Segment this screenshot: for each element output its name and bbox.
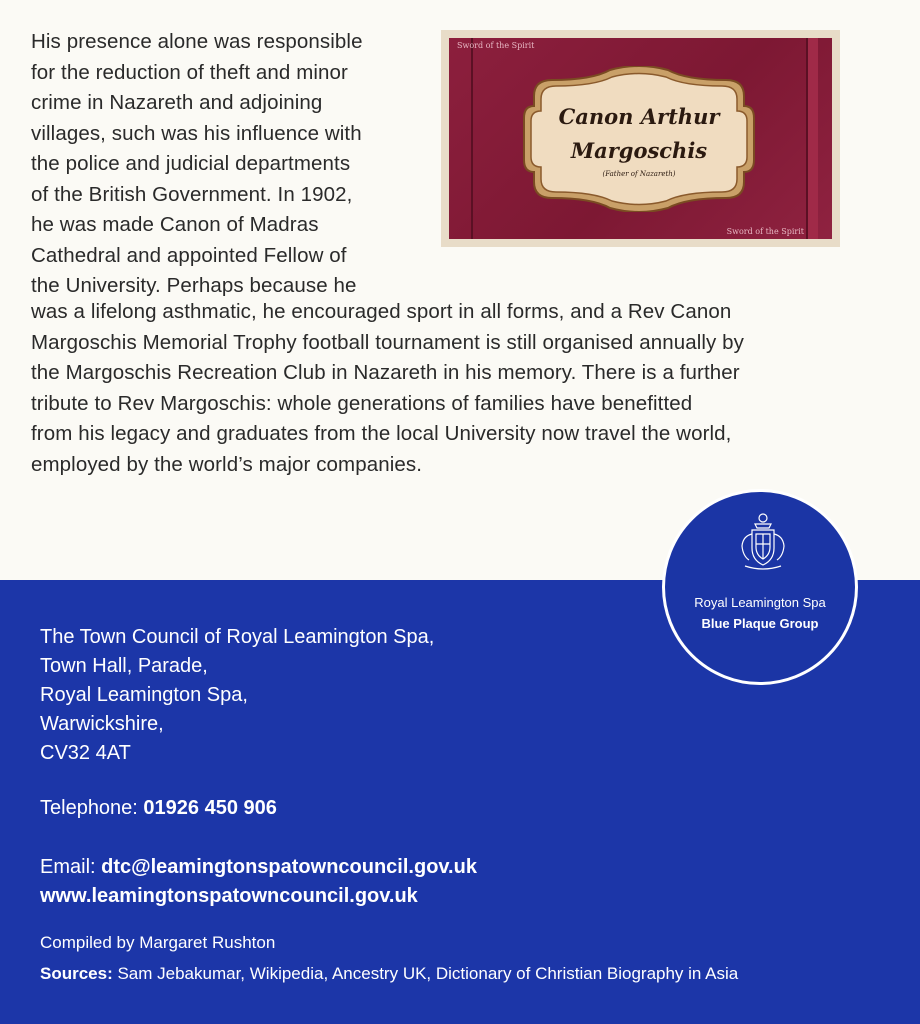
email-link[interactable]: dtc@leamingtonspatowncouncil.gov.uk bbox=[101, 856, 477, 878]
sources-list: Sam Jebakumar, Wikipedia, Ancestry UK, Dictionary of Christian Biography in Asia bbox=[112, 964, 739, 983]
text-line: the University. Perhaps because he bbox=[31, 274, 357, 297]
telephone-number[interactable]: 01926 450 906 bbox=[143, 797, 277, 819]
text-line: was a lifelong asthmatic, he encouraged sport in all forms, and a Rev Canon bbox=[31, 300, 732, 323]
text-line: the Margoschis Recreation Club in Nazareth in his memory. There is a further bbox=[31, 361, 740, 384]
address-line: Royal Leamington Spa, bbox=[40, 684, 248, 706]
text-line: employed by the world’s major companies. bbox=[31, 452, 423, 476]
cover-tag-bottom: Sword of the Spirit bbox=[726, 227, 804, 236]
text-line: tribute to Rev Margoschis: whole generations of families have benefitted bbox=[31, 391, 693, 415]
text-line: he was made Canon of Madras bbox=[31, 213, 319, 236]
spine-line bbox=[471, 38, 473, 239]
website-link[interactable]: www.leamingtonspatowncouncil.gov.uk bbox=[40, 885, 418, 907]
text-line: of the British Government. In 1902, bbox=[31, 182, 353, 206]
address-line: The Town Council of Royal Leamington Spa, bbox=[40, 626, 435, 648]
article-text-narrow bbox=[31, 27, 411, 302]
postal-address bbox=[40, 623, 434, 768]
text-line: crime in Nazareth and adjoining bbox=[31, 91, 323, 114]
badge-line-1: Royal Leamington Spa bbox=[694, 595, 826, 610]
plaque-name-line-1: Canon Arthur bbox=[558, 104, 720, 129]
book-cover bbox=[449, 38, 832, 239]
sources-label: Sources: bbox=[40, 964, 113, 983]
text-line: villages, such was his influence with bbox=[31, 121, 362, 145]
plaque-text bbox=[522, 66, 756, 212]
sources bbox=[40, 961, 738, 987]
coat-of-arms-icon bbox=[737, 512, 789, 574]
email-label: Email: bbox=[40, 856, 102, 878]
book-cover-image bbox=[441, 30, 840, 247]
text-line: Margoschis Memorial Trophy football tournament is still organised annually by bbox=[31, 330, 745, 354]
address-line: Town Hall, Parade, bbox=[40, 655, 208, 677]
compiled-by: Compiled by Margaret Rushton bbox=[40, 933, 276, 952]
email bbox=[40, 853, 477, 882]
plaque-subtitle: (Father of Nazareth) bbox=[602, 170, 676, 178]
text-line: the police and judicial departments bbox=[31, 152, 351, 175]
text-line: His presence alone was responsible bbox=[31, 30, 363, 53]
article-text-wide bbox=[31, 297, 891, 480]
cover-band bbox=[806, 38, 818, 239]
plaque-name-line-2: Margoschis bbox=[570, 138, 708, 163]
blue-plaque-badge bbox=[662, 489, 858, 685]
text-line: from his legacy and graduates from the local University now travel the world, bbox=[31, 422, 732, 445]
badge-line-2: Blue Plaque Group bbox=[701, 616, 819, 631]
address-line: Warwickshire, bbox=[40, 713, 164, 735]
text-line: for the reduction of theft and minor bbox=[31, 60, 348, 84]
telephone bbox=[40, 794, 277, 823]
telephone-label: Telephone: bbox=[40, 797, 144, 819]
cover-tag-top: Sword of the Spirit bbox=[457, 41, 535, 50]
text-line: Cathedral and appointed Fellow of bbox=[31, 243, 347, 267]
address-line: CV32 4AT bbox=[40, 742, 131, 764]
